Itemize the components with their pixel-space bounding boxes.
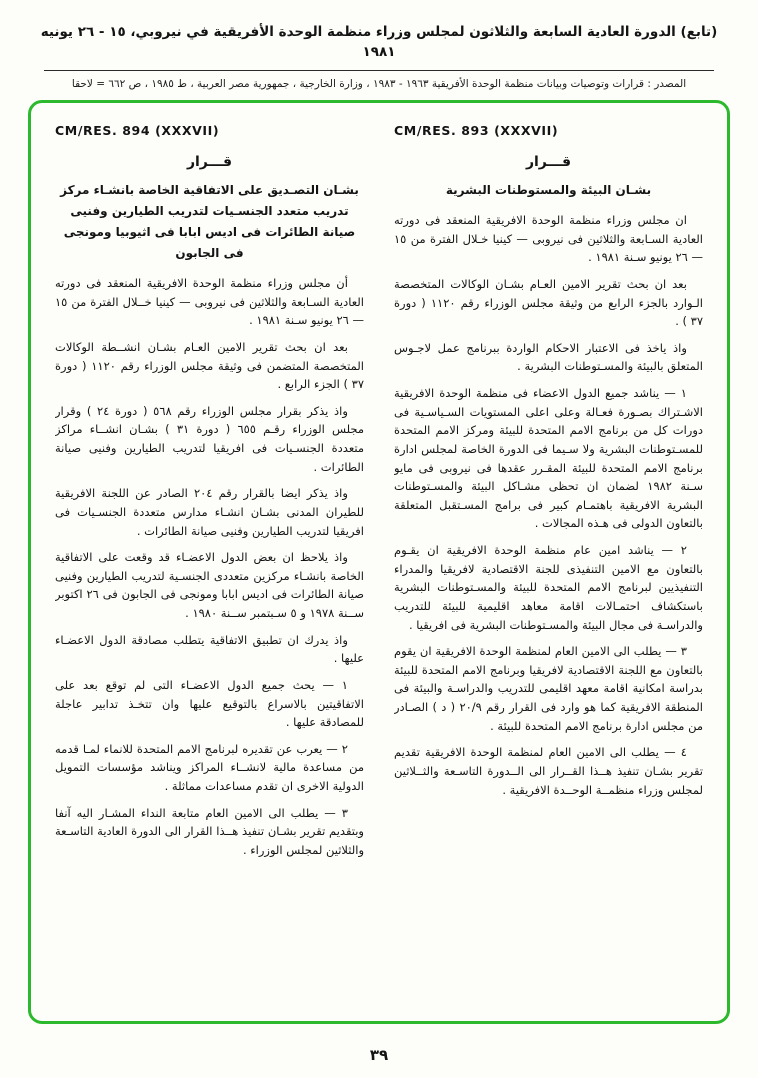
resolution-893-heading: قـــرار bbox=[525, 154, 572, 170]
paragraph: ٣ — يطلب الى الامين العام متابعة النداء المشـار اليه آنفا وبتقديم تقرير بشـان تنفيذ هــذا القرار الى الدورة العادية التاسـعة والثلاثين لمجلس الوزراء . bbox=[55, 805, 364, 857]
page-number: ٣٩ bbox=[369, 1046, 389, 1064]
paragraph: ٢ — يناشد امين عام منظمة الوحدة الافريقية ان يقـوم بالتعاون مع الامين التنفيذى للجنة الاقتصادية لافريقيا والمدراء التنفيذيين لبرنامج الامم المتحدة للبيئة والمسـتوطنات البشرية باستكشاف احتمـالات اقامة معاهد اقليمية للبيئة للتدريب والدراسـة فى مجال البيئة والمسـتوطنات البشرية فى افريقيا . bbox=[394, 543, 703, 632]
page-header bbox=[0, 0, 758, 92]
paragraph: أن مجلس وزراء منظمة الوحدة الافريقية المنعقد فى دورته العادية السـابعة والثلاثين فى نيروبى — كينيا خــلال الفترة من ١٥ — ٢٦ يونيو سـنة ١٩٨١ . bbox=[55, 276, 364, 328]
paragraph: ٣ — يطلب الى الامين العام لمنظمة الوحدة الافريقية ان يقوم بالتعاون مع اللجنة الاقتصادية لافريقيا وبرنامج الامم المتحدة للبيئة بدراسة امكانية اقامة معهد اقليمى للتدريب والدراسـة والبيئة فى المنطقة الافريقية كما هو وارد فى القرار رقم ٢٠/٩ ( د ) الصـادر من مجلس ادارة برنامج الامم المتحدة للبيئة . bbox=[394, 644, 703, 733]
page-header-source: المصدر : قرارات وتوصيات وبيانات منظمة الوحدة الأفريقية ١٩٦٣ - ١٩٨٣ ، وزارة الخارجية ، جمهورية مصر العربية ، ط ١٩٨٥ ، ص ٦٦٢ = لاحقا bbox=[71, 77, 687, 90]
resolution-894-column bbox=[55, 123, 364, 1005]
paragraph: واذ ياخذ فى الاعتبار الاحكام الواردة ببرنامج عمل لاجـوس المتعلق بالبيئة والمسـتوطنات البشرية . bbox=[394, 340, 703, 374]
resolution-894-heading: قـــرار bbox=[186, 154, 233, 170]
resolution-893-column bbox=[394, 123, 703, 1005]
resolution-894-subject: بشـان التصـديق على الاتفاقية الخاصة بانشـاء مركز تدريب متعدد الجنسـيات لتدريب الطيارين وفنيى صيانة الطائرات فى اديس ابابا فى اثيوبيا ومونجى فى الجابون bbox=[60, 183, 359, 260]
content-frame bbox=[28, 100, 730, 1024]
resolution-894-id: CM/RES. 894 (XXXVII) bbox=[55, 123, 220, 138]
paragraph: واذ يذكر بقرار مجلس الوزراء رقم ٥٦٨ ( دورة ٢٤ ) وقرار مجلس الوزراء رقـم ٦٥٥ ( دورة ٣١ ) بشـان انشــاء مراكز متعددة الجنسـيات فى افريقيا لتدريب الطيارين وفنيى صيانة الطائرات . bbox=[55, 403, 364, 474]
paragraph: ١ — يناشد جميع الدول الاعضاء فى منظمة الوحدة الافريقية الاشـتراك بصـورة فعـالة وعلى اعلى المستويات السـياسـية فى دورات كل من برنامج الامم المتحدة للبيئة ومركز الامم المتحدة للمسـتوطنات البشرية ولا سـيما فى الدورة الخاصة لمجلس ادارة برنامج الامم المتحدة للبيئة المقـرر عقدها فى نيروبى فى مايو سـنة ١٩٨٢ لضمان ان تحظى مشـاكل البيئة والمسـتوطنات البشرية الافريقية باهتمـام كبير فى برامج المسـتقبل المتعلقة بالتعاون الدولى فى هـذه المجالات . bbox=[394, 386, 703, 531]
paragraph: بعد ان بحث تقرير الامين العـام بشـان الوكالات المتخصصة الـوارد بالجزء الرابع من وثيقة مجلس الوزراء رقم ١١٢٠ ( دورة ٣٧ ) . bbox=[394, 276, 703, 329]
paragraph: واذ يذكر ايضا بالقرار رقم ٢٠٤ الصادر عن اللجنة الافريقية للطيران المدنى بشـان انشـاء مدارس متعددة الجنسـيات فى افريقيا لتدريب الطيارين وفنيى صيانة الطائرات . bbox=[55, 486, 364, 538]
paragraph: ٤ — يطلب الى الامين العام لمنظمة الوحدة الافريقية تقديم تقرير بشـان تنفيذ هــذا القــرار الى الــدورة التاسـعة والثــلاثين لمجلس وزراء منظمــة الوحــدة الافريقية . bbox=[394, 745, 703, 797]
paragraph: ١ — يحث جميع الدول الاعضـاء التى لم توقع بعد على الاتفاقيتين بالاسراع بالتوقيع عليها وان تتخـذ تدابير عاجلة للمصادقة عليها . bbox=[55, 677, 364, 730]
two-column-layout bbox=[55, 123, 703, 1005]
paragraph: ان مجلس وزراء منظمة الوحدة الافريقية المنعقد فى دورته العادية السـابعة والثلاثين فى نيروبى — كينيا خـلال الفترة من ١٥ — ٢٦ يونيو سـنة ١٩٨١ . bbox=[394, 213, 703, 265]
paragraph: واذ يلاحظ ان بعض الدول الاعضـاء قد وقعت على الاتفاقية الخاصة بانشـاء مركزين متعددى الجنسـية لتدريب الطيارين وفنيى صيانة الطائرات فى اديس ابابا ومونجى فى الجابون فى ٢٦ اكتوبر ســنة ١٩٧٨ و ٥ سـبتمبر ســنة ١٩٨٠ . bbox=[55, 550, 364, 620]
header-divider bbox=[44, 70, 714, 71]
resolution-893-id: CM/RES. 893 (XXXVII) bbox=[394, 123, 559, 138]
paragraph: بعد ان بحث تقرير الامين العـام بشـان انشــطة الوكالات المتخصصة المتضمن فى وثيقة مجلس الوزراء رقم ١١٢٠ ( دورة ٣٧ ) الجزء الرابع . bbox=[55, 339, 364, 392]
page-header-title: (تابع) الدورة العادية السابعة والثلاثون لمجلس وزراء منظمة الوحدة الأفريقية في نيروبي، ١٥ - ٢٦ يونيه ١٩٨١ bbox=[40, 24, 718, 61]
paragraph: واذ يدرك ان تطبيق الاتفاقية يتطلب مصادقة الدول الاعضـاء عليها . bbox=[55, 632, 364, 666]
resolution-893-subject: بشـان البيئة والمستوطنات البشرية bbox=[445, 183, 652, 197]
paragraph: ٢ — يعرب عن تقديره لبرنامج الامم المتحدة للانماء لمـا قدمه من مساعدة مالية لانشــاء المراكز ويناشد مؤسسات التمويل الدولية الاخرى ان تقدم مساعدات مماثلة . bbox=[55, 741, 364, 793]
